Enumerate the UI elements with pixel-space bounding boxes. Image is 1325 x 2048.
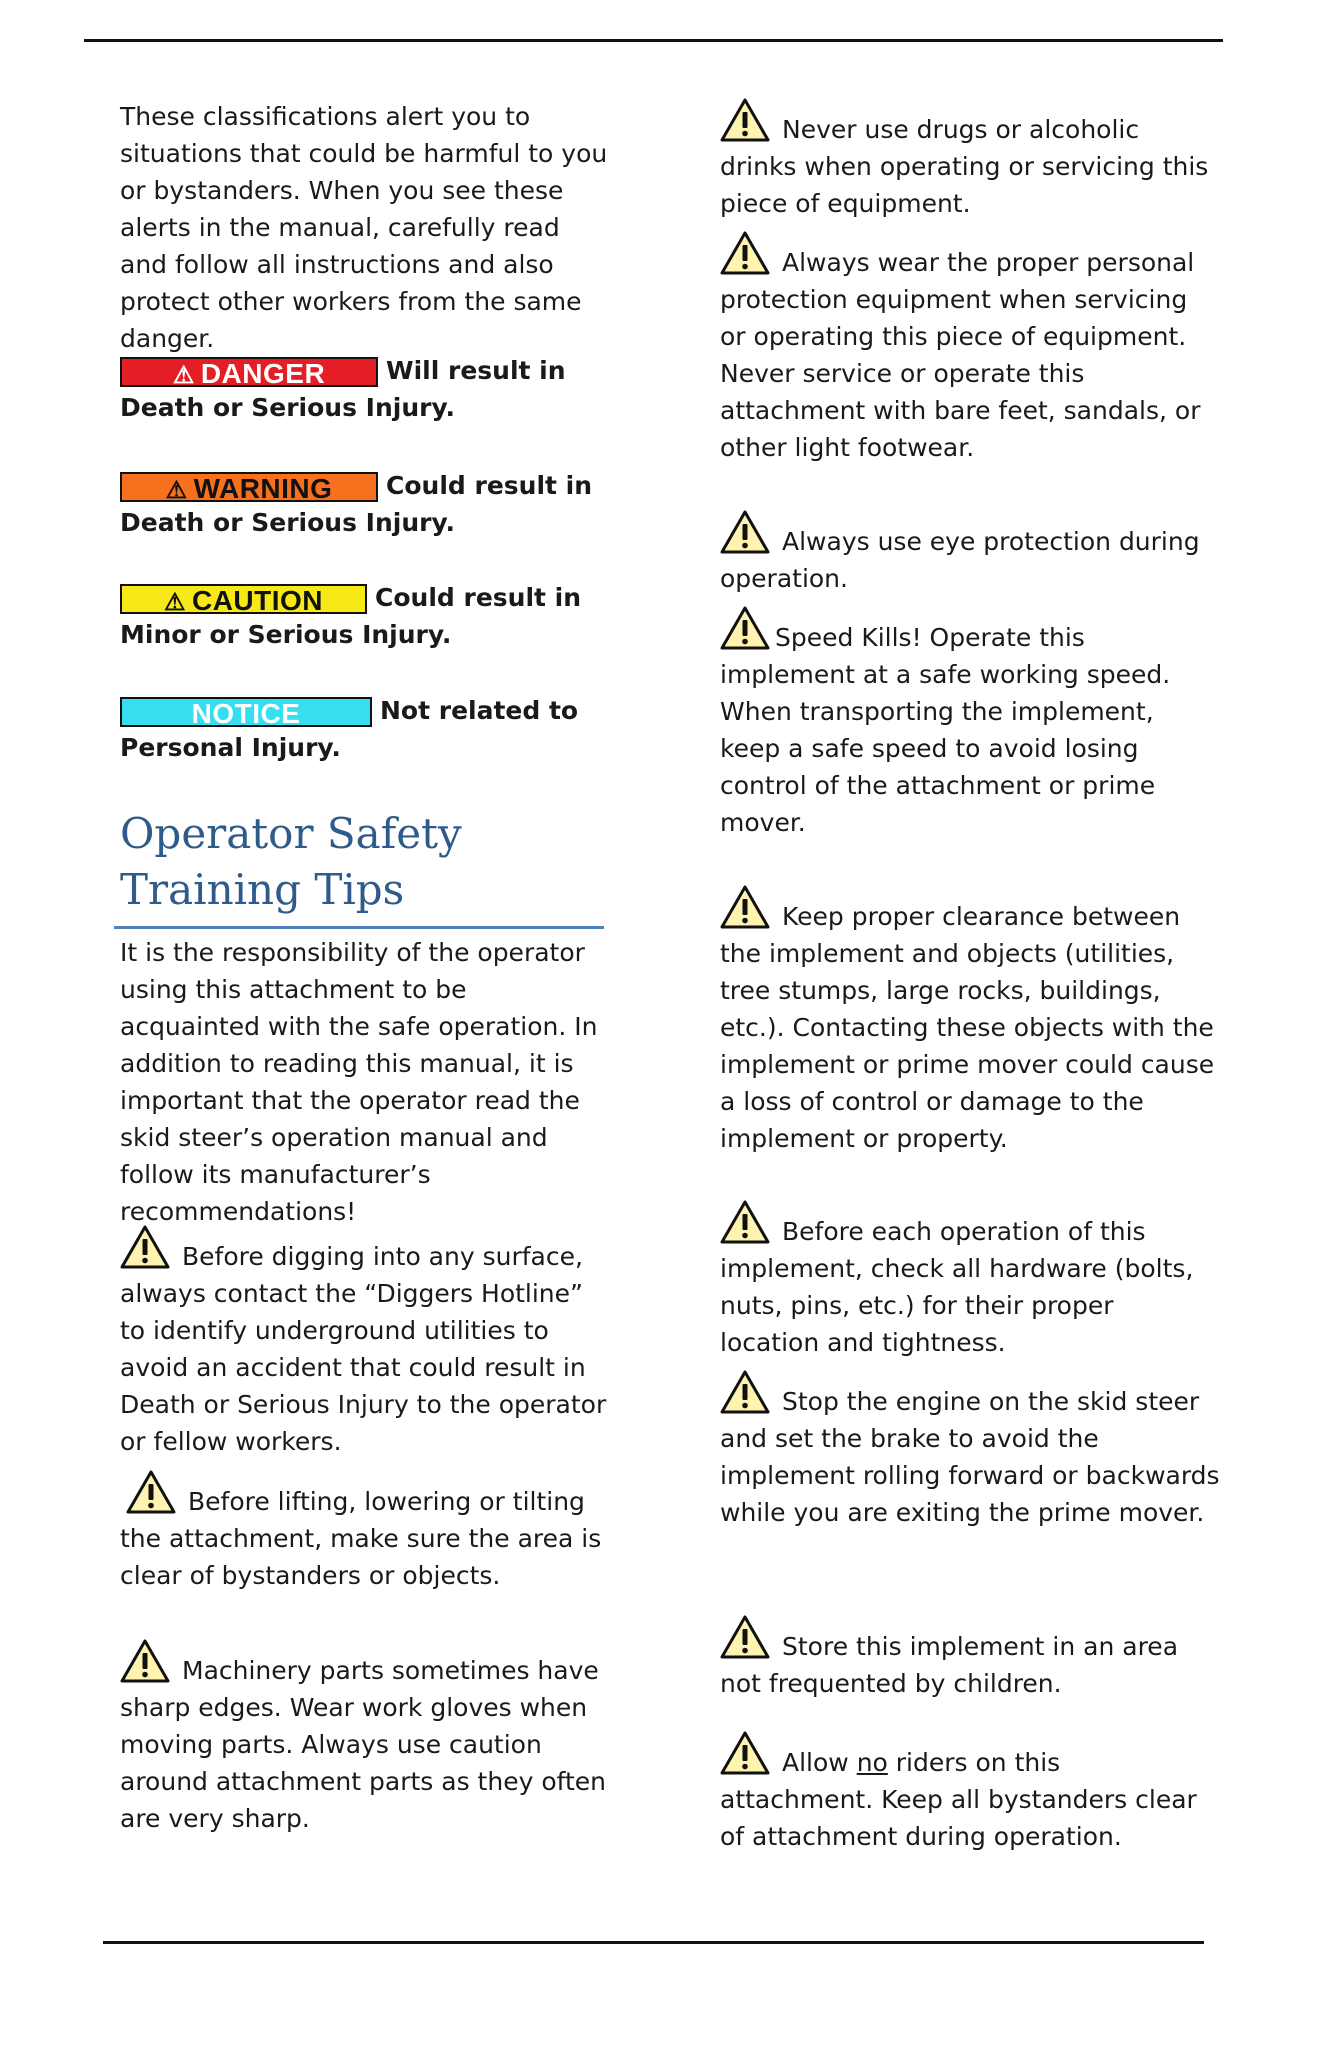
heading-line: Operator Safety [120, 809, 462, 858]
warning-badge: ⚠ WARNING [120, 472, 378, 502]
legend-text: Minor or Serious Injury. [120, 620, 452, 649]
legend-notice [120, 692, 578, 766]
legend-text: Could result in [386, 471, 593, 500]
warning-triangle-icon [126, 1470, 176, 1514]
warning-triangle-icon [720, 885, 770, 929]
legend-text: Personal Injury. [120, 733, 341, 762]
warning-triangle-icon [120, 1225, 170, 1269]
warning-triangle-icon [720, 1731, 770, 1775]
alert-icon: ⚠ [163, 589, 186, 616]
warning-triangle-icon [720, 1615, 770, 1659]
tip-item: Stop the engine on the skid steer and set the brake to avoid the implement rolling forward or backwards while you are exiting the prime mover. [720, 1370, 1220, 1531]
legend-text: Death or Serious Injury. [120, 393, 455, 422]
legend-text: Could result in [375, 583, 582, 612]
top-rule [84, 39, 1223, 42]
legend-caution [120, 579, 581, 653]
intro-paragraph: These classifications alert you to situations that could be harmful to you or bystanders. When you see these alerts in the manual, carefully read and follow all instructions and also protect other workers from the same danger. [120, 102, 608, 353]
tip-item: Store this implement in an area not frequented by children. [720, 1615, 1220, 1702]
legend-text: Not related to [380, 696, 579, 725]
heading-underline [114, 926, 604, 929]
heading-line: Training Tips [120, 865, 405, 914]
tip-item: Never use drugs or alcoholic drinks when operating or servicing this piece of equipment. [720, 98, 1220, 222]
tip-item: Always use eye protection during operation. [720, 510, 1220, 597]
underlined-word: no [856, 1748, 888, 1777]
legend-warning [120, 467, 592, 541]
warning-triangle-icon [720, 98, 770, 142]
caution-badge: ⚠ CAUTION [120, 584, 367, 614]
notice-badge: NOTICE [120, 697, 372, 727]
legend-text: Death or Serious Injury. [120, 508, 455, 537]
warning-triangle-icon [720, 606, 770, 650]
alert-icon: ⚠ [172, 362, 195, 389]
bottom-rule [103, 1941, 1204, 1944]
tip-item: Before digging into any surface, always contact the “Diggers Hotline” to identify underground utilities to avoid an accident that could result in Death or Serious Injury to the operator or fellow workers. [120, 1225, 610, 1460]
tip-item: Allow no riders on this attachment. Keep all bystanders clear of attachment during operation. [720, 1731, 1220, 1855]
tip-item: Speed Kills! Operate this implement at a safe working speed. When transporting the implement, keep a safe speed to avoid losing control of the attachment or prime mover. [720, 606, 1220, 841]
tip-item: Before each operation of this implement, check all hardware (bolts, nuts, pins, etc.) for their proper location and tightness. [720, 1200, 1220, 1361]
section-heading [120, 806, 462, 918]
section-body: It is the responsibility of the operator using this attachment to be acquainted with the safe operation. In addition to reading this manual, it is important that the operator read the skid steer’s operation manual and follow its manufacturer’s recommendations! [120, 938, 598, 1226]
legend-text: Will result in [386, 356, 566, 385]
tip-item: Before lifting, lowering or tilting the attachment, make sure the area is clear of bystanders or objects. [120, 1470, 610, 1594]
warning-triangle-icon [120, 1639, 170, 1683]
legend-danger [120, 352, 566, 426]
alert-icon: ⚠ [165, 477, 188, 504]
tip-item: Keep proper clearance between the implement and objects (utilities, tree stumps, large rocks, buildings, etc.). Contacting these objects with the implement or prime mover could cause a loss of control or damage to the implement or property. [720, 885, 1220, 1157]
danger-badge: ⚠ DANGER [120, 357, 378, 387]
warning-triangle-icon [720, 1370, 770, 1414]
warning-triangle-icon [720, 510, 770, 554]
warning-triangle-icon [720, 231, 770, 275]
tip-item: Machinery parts sometimes have sharp edges. Wear work gloves when moving parts. Always use caution around attachment parts as they often are very sharp. [120, 1639, 610, 1837]
warning-triangle-icon [720, 1200, 770, 1244]
tip-item: Always wear the proper personal protection equipment when servicing or operating this piece of equipment. Never service or operate this attachment with bare feet, sandals, or other light footwear. [720, 231, 1220, 466]
